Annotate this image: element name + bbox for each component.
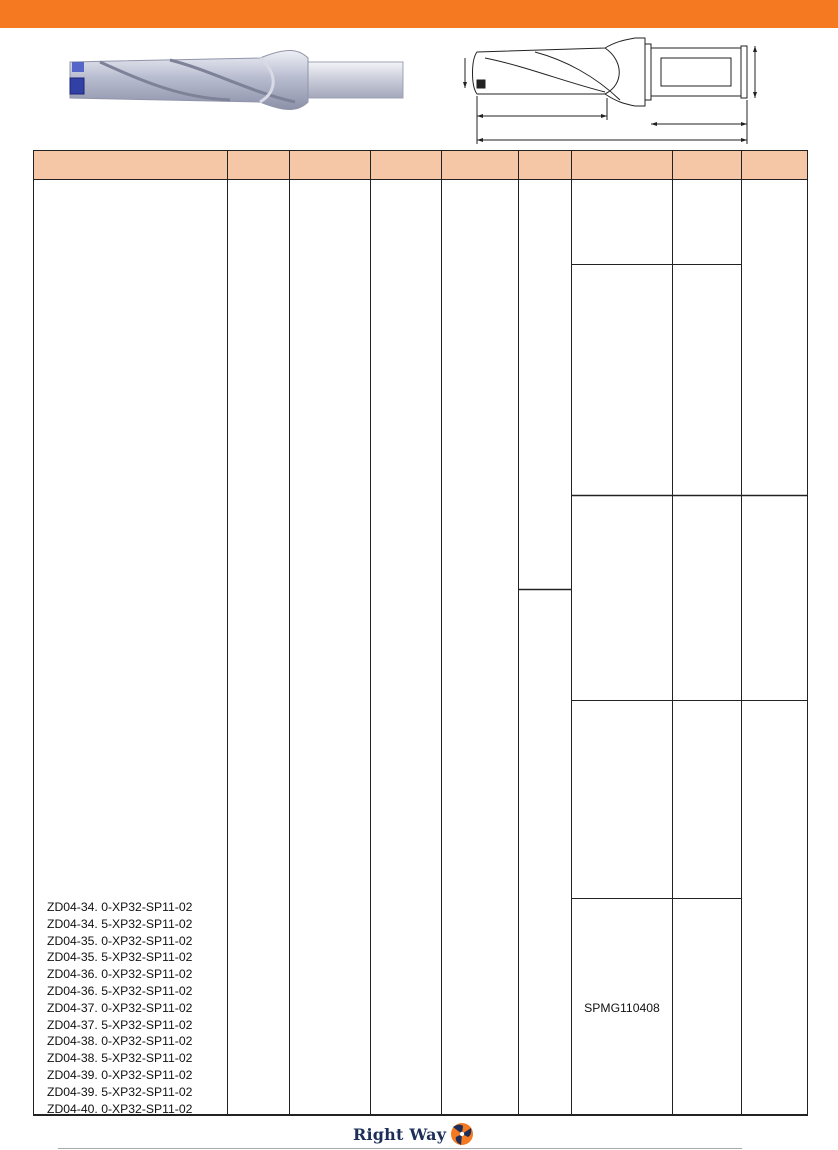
model-item: ZD04-35. 5-XP32-SP11-02	[47, 950, 193, 965]
model-list	[47, 899, 227, 1117]
model-item: ZD04-37. 5-XP32-SP11-02	[47, 1017, 193, 1032]
top-accent-bar	[0, 0, 838, 28]
footer-logo	[353, 1120, 475, 1148]
drill-technical-drawing	[455, 36, 785, 148]
model-item: ZD04-38. 0-XP32-SP11-02	[47, 1034, 193, 1049]
model-item: ZD04-40. 0-XP32-SP11-02	[47, 1101, 193, 1116]
drill-product-photo	[60, 40, 405, 120]
model-item: ZD04-38. 5-XP32-SP11-02	[47, 1051, 193, 1066]
model-item: ZD04-39. 0-XP32-SP11-02	[47, 1067, 193, 1082]
model-item: ZD04-34. 0-XP32-SP11-02	[47, 900, 193, 914]
brand-tri-blade-icon	[449, 1121, 475, 1147]
model-item: ZD04-36. 5-XP32-SP11-02	[47, 983, 193, 998]
model-item: ZD04-39. 5-XP32-SP11-02	[47, 1084, 193, 1099]
brand-name: Right Way	[353, 1124, 447, 1144]
insert-code: SPMG110408	[584, 1001, 660, 1015]
model-item: ZD04-37. 0-XP32-SP11-02	[47, 1000, 193, 1015]
model-item: ZD04-34. 5-XP32-SP11-02	[47, 916, 193, 931]
model-item: ZD04-35. 0-XP32-SP11-02	[47, 933, 193, 948]
footer-divider	[58, 1148, 742, 1149]
model-item: ZD04-36. 0-XP32-SP11-02	[47, 967, 193, 982]
